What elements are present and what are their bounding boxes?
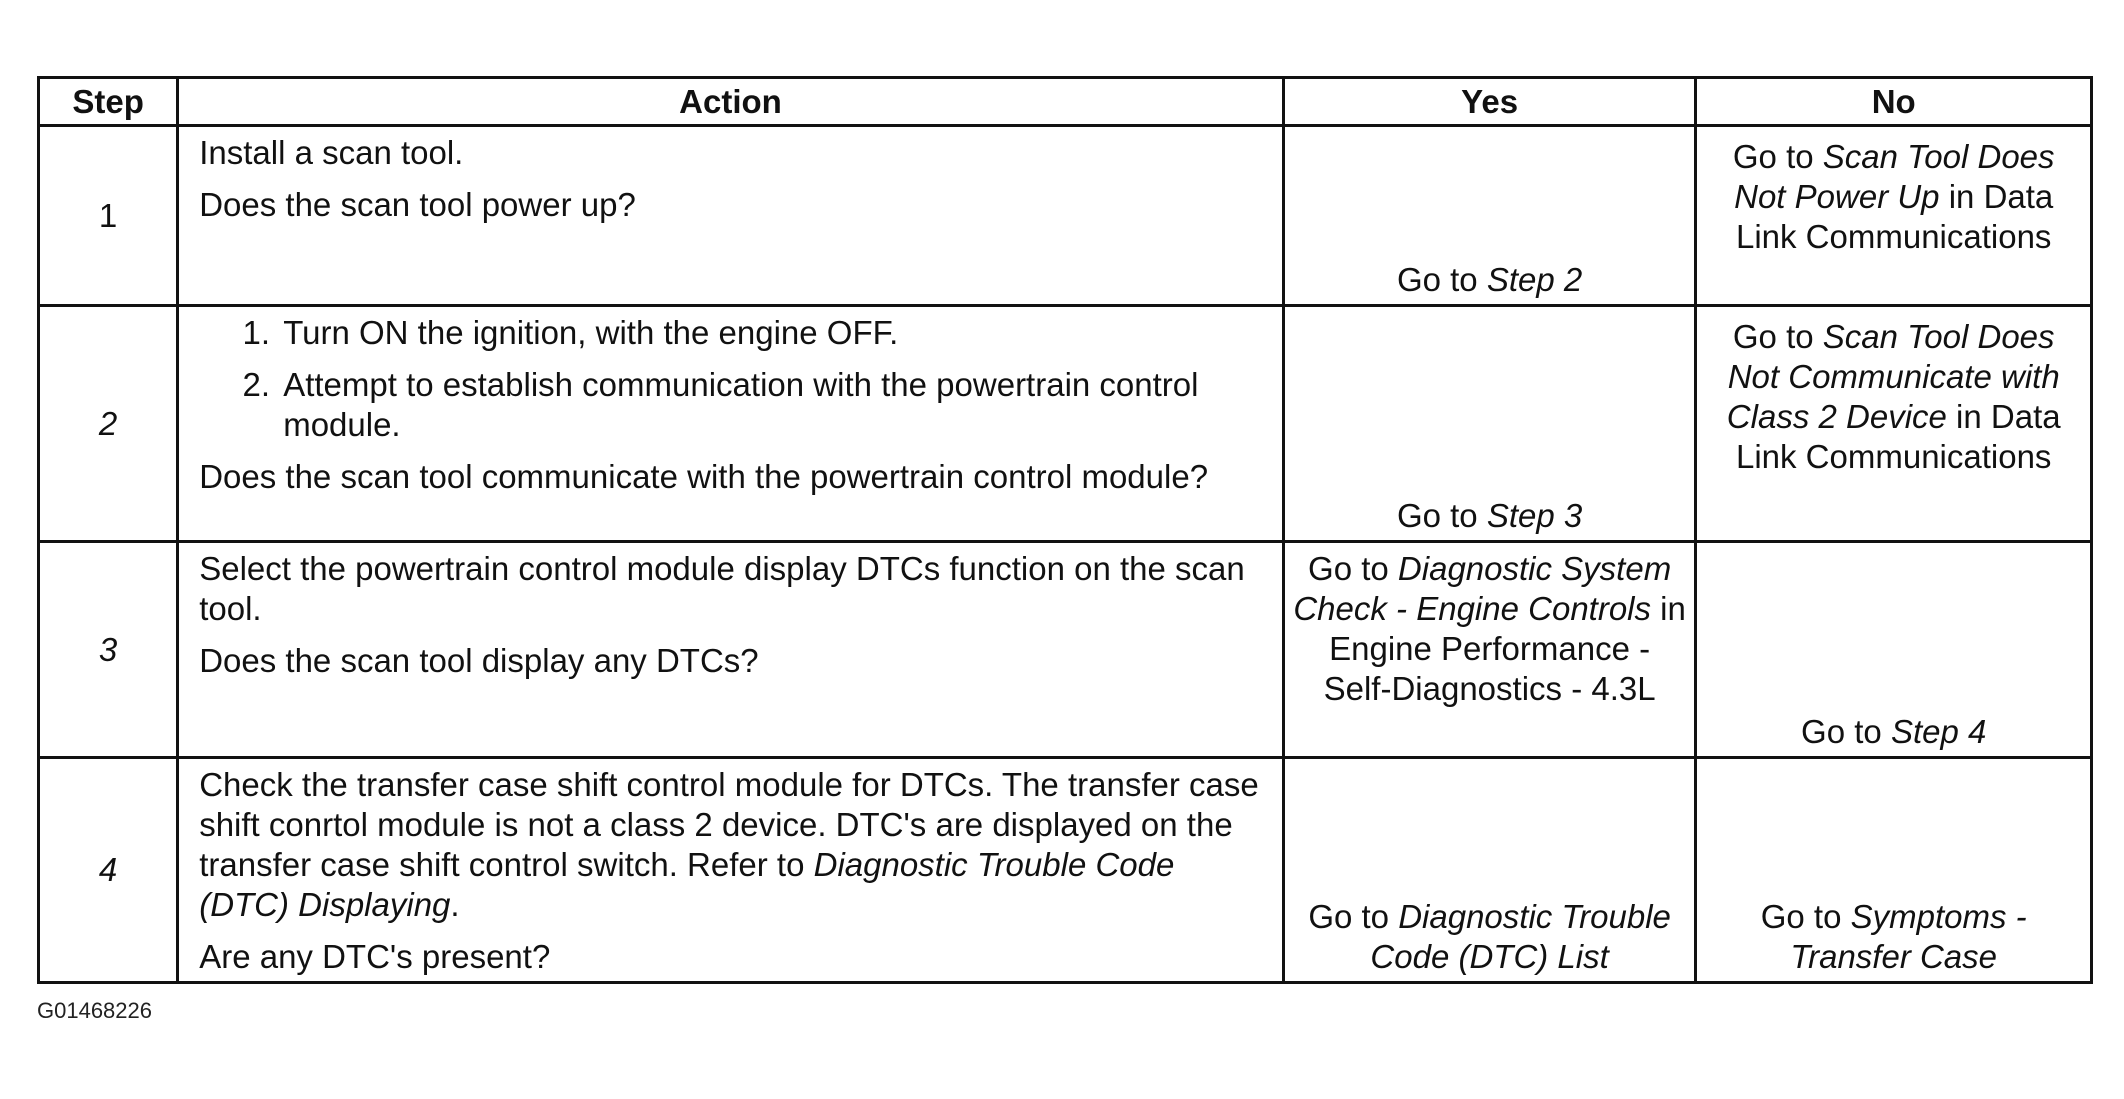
action-cell bbox=[178, 126, 1284, 306]
action-ref-suffix: . bbox=[450, 886, 460, 923]
no-link[interactable]: Symptoms - Transfer Case bbox=[1790, 898, 2027, 975]
no-prefix: Go to bbox=[1732, 138, 1823, 175]
table-row bbox=[39, 758, 2092, 983]
no-cell bbox=[1696, 306, 2092, 542]
action-question: Does the scan tool display any DTCs? bbox=[199, 642, 759, 679]
header-no: No bbox=[1696, 78, 2092, 126]
step-number: 4 bbox=[39, 758, 178, 983]
no-link[interactable]: Scan Tool Does Not Power Up bbox=[1734, 138, 2055, 215]
action-cell bbox=[178, 542, 1284, 758]
step-number: 3 bbox=[39, 542, 178, 758]
no-prefix: Go to bbox=[1801, 713, 1891, 750]
action-text bbox=[199, 765, 1266, 925]
no-prefix: Go to bbox=[1760, 898, 1851, 935]
table-row bbox=[39, 126, 2092, 306]
step-number: 1 bbox=[39, 126, 178, 306]
no-prefix: Go to bbox=[1732, 318, 1823, 355]
header-action: Action bbox=[178, 78, 1284, 126]
yes-prefix: Go to bbox=[1308, 898, 1399, 935]
no-link[interactable]: Scan Tool Does Not Communicate with Class 2 Device bbox=[1726, 318, 2060, 435]
header-row bbox=[39, 78, 2092, 126]
diagnostic-table bbox=[37, 76, 2093, 984]
action-text: Select the powertrain control module display DTCs function on the scan tool. bbox=[199, 550, 1245, 627]
yes-cell bbox=[1283, 306, 1696, 542]
action-text: Install a scan tool. bbox=[199, 134, 464, 171]
yes-cell bbox=[1283, 758, 1696, 983]
yes-cell bbox=[1283, 542, 1696, 758]
step-number: 2 bbox=[39, 306, 178, 542]
action-question: Does the scan tool communicate with the powertrain control module? bbox=[199, 458, 1209, 495]
list-item: 1. Turn ON the ignition, with the engine OFF. bbox=[279, 313, 1266, 353]
no-suffix: in Data Link Communications bbox=[1735, 178, 2054, 255]
yes-suffix: in Engine Performance - Self-Diagnostics - 4.3L bbox=[1323, 590, 1686, 707]
action-cell bbox=[178, 758, 1284, 983]
header-yes: Yes bbox=[1283, 78, 1696, 126]
figure-id: G01468226 bbox=[37, 998, 152, 1023]
table-row bbox=[39, 306, 2092, 542]
no-cell bbox=[1696, 758, 2092, 983]
yes-prefix: Go to bbox=[1396, 497, 1487, 534]
action-question: Does the scan tool power up? bbox=[199, 186, 636, 223]
action-reference-link[interactable]: Diagnostic Trouble Code (DTC) Displaying bbox=[199, 846, 1175, 923]
yes-cell bbox=[1283, 126, 1696, 306]
no-cell bbox=[1696, 542, 2092, 758]
action-cell bbox=[178, 306, 1284, 542]
list-item: 2. Attempt to establish communication with the powertrain control module. bbox=[279, 365, 1266, 445]
no-suffix: in Data Link Communications bbox=[1735, 398, 2061, 475]
yes-link[interactable]: Diagnostic System Check - Engine Controls bbox=[1293, 550, 1672, 627]
table-row bbox=[39, 542, 2092, 758]
header-step: Step bbox=[39, 78, 178, 126]
action-question: Are any DTC's present? bbox=[199, 938, 551, 975]
no-cell bbox=[1696, 126, 2092, 306]
yes-link[interactable]: Diagnostic Trouble Code (DTC) List bbox=[1370, 898, 1671, 975]
yes-prefix: Go to bbox=[1396, 261, 1487, 298]
yes-link[interactable]: Step 3 bbox=[1486, 497, 1583, 534]
action-text-body: Check the transfer case shift control module for DTCs. The transfer case shift conrtol module is not a class 2 device. DTC's are displayed on the transfer case shift control switch. Refer to bbox=[199, 766, 1259, 883]
action-steps-list bbox=[199, 313, 1266, 445]
yes-link[interactable]: Step 2 bbox=[1486, 261, 1583, 298]
no-link[interactable]: Step 4 bbox=[1890, 713, 1987, 750]
yes-prefix: Go to bbox=[1308, 550, 1398, 587]
